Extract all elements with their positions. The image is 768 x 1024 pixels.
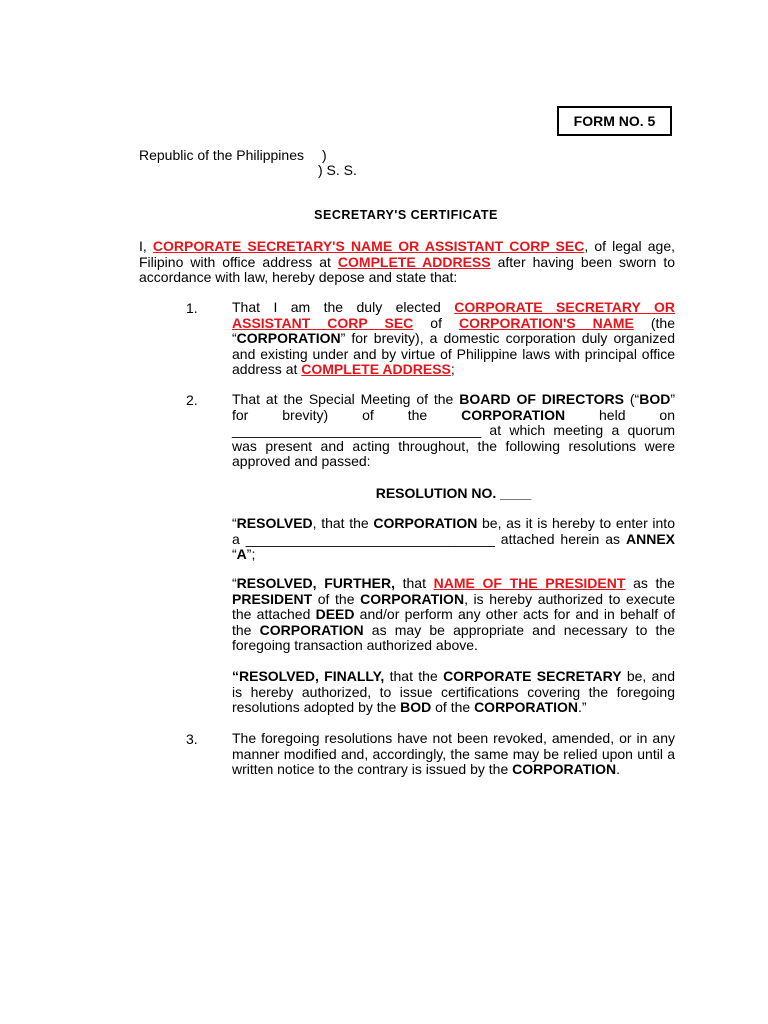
item-2-bod: BOD — [639, 391, 671, 407]
intro-text-1: I, — [139, 238, 153, 254]
res-2-text-6: as may be appropriate and necessary to the foregoing transaction authorized above. — [232, 621, 675, 653]
resolution-1 — [232, 516, 675, 563]
item-1-text-5: ; — [450, 361, 455, 377]
res-3-text-4: .” — [578, 699, 587, 715]
res-1-text-1: , that the — [312, 515, 374, 531]
secretary-role-placeholder: CORPORATE SECRETARY OR ASSISTANT CORP SEC — [232, 299, 675, 331]
venue-country-text: Republic of the Philippines — [139, 147, 304, 163]
res-1-corporation: CORPORATION — [373, 515, 478, 531]
form-number: FORM NO. 5 — [573, 113, 656, 129]
res-2-corporation: CORPORATION — [360, 590, 465, 607]
item-3-corporation: CORPORATION — [512, 761, 617, 777]
res-2-resolved: RESOLVED, FURTHER, — [236, 575, 395, 591]
resolution-number — [232, 485, 675, 501]
item-2-corporation: CORPORATION — [461, 406, 566, 423]
item-2-text-4: held on ________________________________ at which meeting a quorum was present and acting throughout, the following resolutions were approved and passed: — [232, 406, 675, 469]
res-1-text-3: “ — [232, 546, 237, 562]
res-1-resolved: RESOLVED — [236, 515, 313, 531]
res-2-president: PRESIDENT — [232, 590, 313, 607]
document-title — [139, 208, 673, 222]
board-of-directors: BOARD OF DIRECTORS — [459, 391, 624, 407]
item-1-paragraph — [232, 300, 675, 378]
president-name-placeholder: NAME OF THE PRESIDENT — [433, 575, 626, 591]
venue-paren-text: ) — [322, 147, 327, 163]
res-3-text-3: of the — [431, 699, 475, 715]
secretary-name-placeholder: CORPORATE SECRETARY'S NAME OR ASSISTANT CORP SEC — [152, 238, 585, 254]
principal-address-placeholder: COMPLETE ADDRESS — [301, 361, 451, 377]
item-1-text-3: (the “ — [232, 314, 675, 346]
item-1-text-1: That I am the duly elected — [232, 299, 455, 315]
corporation-name-placeholder: CORPORATION'S NAME — [459, 314, 634, 331]
res-3-corporation: CORPORATION — [474, 699, 579, 715]
res-2-text-4: , is hereby authorized to execute the attached — [232, 590, 675, 622]
item-2-text-1: That at the Special Meeting of the — [232, 391, 460, 407]
item-1-text-4: ” for brevity), a domestic corporation duly organized and existing under and by virtue of Philippine laws with principal office address at — [232, 330, 675, 377]
res-3-corporate-secretary: CORPORATE SECRETARY — [443, 668, 622, 684]
res-2-text-2: as the — [625, 575, 675, 591]
venue-ss — [318, 162, 357, 178]
resolution-3 — [232, 669, 675, 716]
item-1-corporation: CORPORATION — [236, 330, 341, 346]
item-3-paragraph — [232, 731, 675, 778]
res-3-text-1: that the — [384, 668, 444, 684]
res-1-annex-letter: A — [236, 546, 247, 562]
res-2-deed: DEED — [315, 606, 355, 622]
res-2-text-5: and/or perform any other acts for and in behalf of the — [232, 606, 675, 638]
res-2-text-3: of the — [312, 590, 361, 607]
item-1-number: 1. — [186, 300, 198, 316]
item-3-number: 3. — [186, 731, 198, 747]
res-1-annex: ANNEX — [625, 530, 675, 547]
res-1-text-4: ”; — [246, 546, 256, 562]
item-2-text-3: ” for brevity) of the — [232, 391, 675, 423]
intro-text-2: , of legal age, Filipino with office address at — [139, 238, 676, 270]
venue-country — [139, 147, 304, 163]
res-3-bod: BOD — [400, 699, 432, 715]
res-3-text-2: be, and is hereby authorized, to issue certifications covering the foregoing resolutions adopted by the — [232, 668, 675, 715]
venue-paren — [322, 147, 327, 163]
resolution-2 — [232, 576, 675, 654]
document-title-text: SECRETARY'S CERTIFICATE — [314, 208, 498, 222]
item-3-text-2: . — [616, 761, 620, 777]
res-1-quote: “ — [232, 515, 237, 531]
form-number-box — [557, 106, 672, 136]
item-2-number: 2. — [186, 392, 198, 408]
res-3-resolved: “RESOLVED, FINALLY, — [232, 668, 385, 684]
venue-ss-text: ) S. S. — [318, 162, 357, 178]
item-2-text-2: (“ — [623, 391, 640, 407]
res-2-quote: “ — [232, 575, 237, 591]
item-2-paragraph — [232, 392, 675, 470]
item-1-text-2: of — [413, 314, 459, 331]
res-2-corporation-2: CORPORATION — [259, 621, 364, 638]
res-2-text-1: that — [394, 575, 434, 591]
intro-text-3: after having been sworn to accordance with law, hereby depose and state that: — [139, 253, 676, 285]
address-placeholder: COMPLETE ADDRESS — [337, 253, 491, 270]
res-1-text-2: be, as it is hereby to enter into a ________________________________ attached herein as — [232, 515, 675, 547]
item-3-text-1: The foregoing resolutions have not been revoked, amended, or in any manner modified and, accordingly, the same may be relied upon until a written notice to the contrary is issued by the — [232, 730, 675, 777]
intro-paragraph — [139, 239, 675, 286]
resolution-number-text: RESOLUTION NO. ____ — [375, 485, 532, 501]
